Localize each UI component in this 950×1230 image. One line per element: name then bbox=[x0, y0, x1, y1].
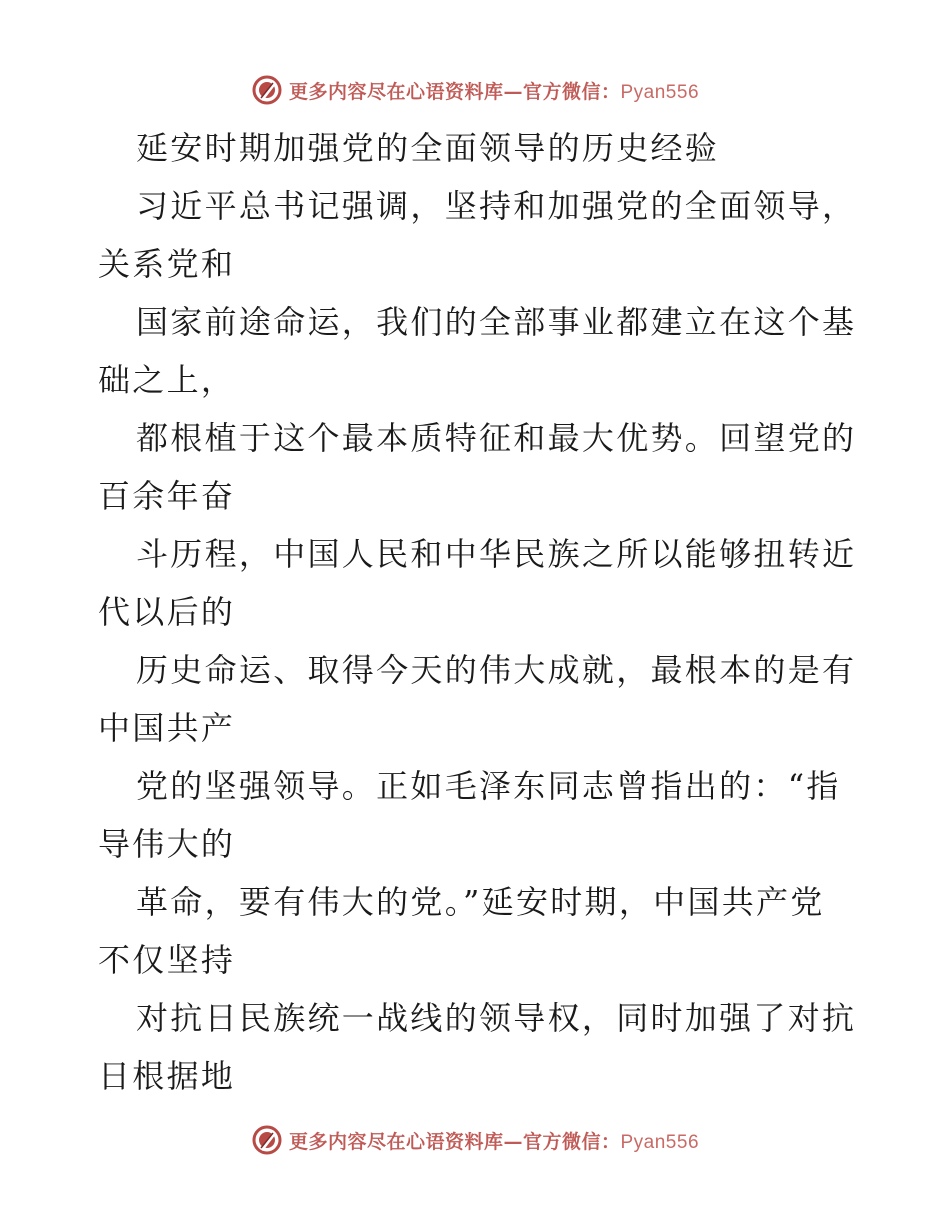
paragraph-line: 斗历程，中国人民和中华民族之所以能够扭转近 bbox=[136, 535, 857, 573]
watermark-footer bbox=[0, 1120, 950, 1160]
paragraph-line: 革命，要有伟大的党。”延安时期，中国共产党 bbox=[136, 883, 825, 921]
paragraph-line: 党的坚强领导。正如毛泽东同志曾指出的：“指 bbox=[136, 767, 841, 805]
paragraph-line: 历史命运、取得今天的伟大成就，最根本的是有 bbox=[136, 651, 857, 689]
pen-logo-icon bbox=[251, 74, 283, 106]
paragraph-line: 导伟大的 bbox=[98, 825, 236, 863]
paragraph-line: 习近平总书记强调，坚持和加强党的全面领导， bbox=[136, 187, 857, 225]
paragraph-line: 关系党和 bbox=[98, 245, 236, 283]
pen-logo-icon bbox=[251, 1124, 283, 1156]
paragraph-line: 国家前途命运，我们的全部事业都建立在这个基 bbox=[136, 303, 857, 341]
paragraph-line: 百余年奋 bbox=[98, 477, 236, 515]
paragraph-line: 不仅坚持 bbox=[98, 941, 236, 979]
paragraph-line: 础之上， bbox=[98, 361, 236, 399]
paragraph-line: 日根据地 bbox=[98, 1057, 236, 1095]
watermark-text: 更多内容尽在心语资料库—官方微信：Pyan556 bbox=[288, 1130, 700, 1153]
watermark-text: 更多内容尽在心语资料库—官方微信：Pyan556 bbox=[288, 80, 700, 103]
paragraph-line: 对抗日民族统一战线的领导权，同时加强了对抗 bbox=[136, 999, 857, 1037]
paragraph-line: 中国共产 bbox=[98, 709, 236, 747]
paragraph-line: 代以后的 bbox=[98, 593, 236, 631]
paragraph-line: 都根植于这个最本质特征和最大优势。回望党的 bbox=[136, 419, 857, 457]
watermark-header bbox=[0, 70, 950, 110]
document-title: 延安时期加强党的全面领导的历史经验 bbox=[136, 129, 720, 167]
